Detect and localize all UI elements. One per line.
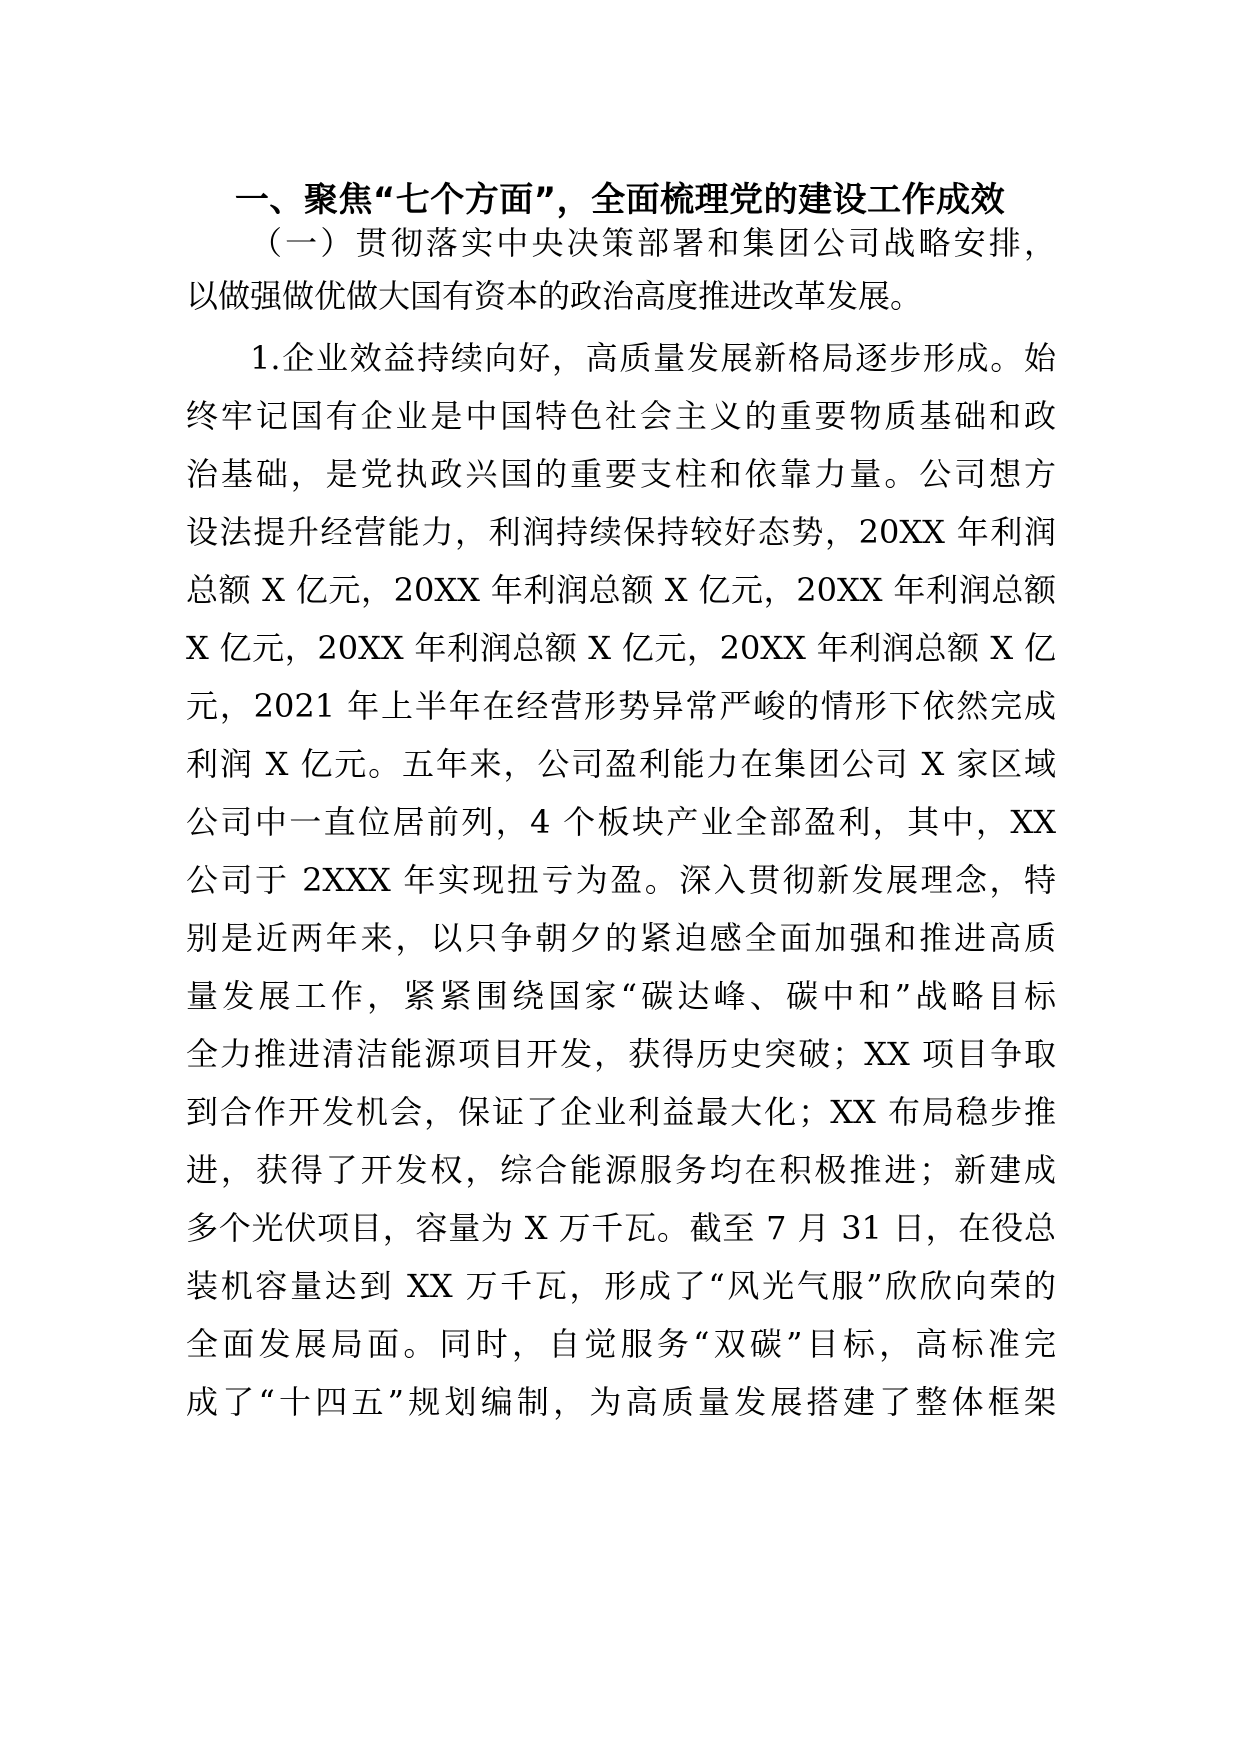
body-line: 装机容量达到 XX 万千瓦，形成了“风光气服”欣欣向荣的 [186, 1267, 1056, 1305]
body-line: 量发展工作，紧紧围绕国家“碳达峰、碳中和”战略目标 [186, 977, 1056, 1015]
body-line: 总额 X 亿元，20XX 年利润总额 X 亿元，20XX 年利润总额 [186, 571, 1056, 609]
body-line: X 亿元，20XX 年利润总额 X 亿元，20XX 年利润总额 X 亿 [186, 629, 1056, 667]
body-line: 进，获得了开发权，综合能源服务均在积极推进；新建成 [186, 1151, 1056, 1189]
section-heading: 一、聚焦“七个方面”，全面梳理党的建设工作成效 [234, 180, 1006, 220]
body-line: 设法提升经营能力，利润持续保持较好态势，20XX 年利润 [186, 513, 1056, 551]
body-line: 成了“十四五”规划编制，为高质量发展搭建了整体框架 [186, 1383, 1056, 1421]
body-line: 全面发展局面。同时，自觉服务“双碳”目标，高标准完 [186, 1325, 1056, 1363]
body-line: 别是近两年来，以只争朝夕的紧迫感全面加强和推进高质 [186, 919, 1056, 957]
body-line: 多个光伏项目，容量为 X 万千瓦。截至 7 月 31 日，在役总 [186, 1209, 1056, 1247]
body-line: 1.企业效益持续向好，高质量发展新格局逐步形成。始 [250, 339, 1056, 377]
body-line: 元，2021 年上半年在经营形势异常严峻的情形下依然完成 [186, 687, 1056, 725]
body-line: 利润 X 亿元。五年来，公司盈利能力在集团公司 X 家区域 [186, 745, 1056, 783]
body-line: 公司中一直位居前列，4 个板块产业全部盈利，其中，XX [186, 803, 1056, 841]
body-line: 全力推进清洁能源项目开发，获得历史突破；XX 项目争取 [186, 1035, 1056, 1073]
body-line: 到合作开发机会，保证了企业利益最大化；XX 布局稳步推 [186, 1093, 1056, 1131]
body-line: 治基础，是党执政兴国的重要支柱和依靠力量。公司想方 [186, 455, 1056, 493]
body-line: 终牢记国有企业是中国特色社会主义的重要物质基础和政 [186, 397, 1056, 435]
body-line: 公司于 2XXX 年实现扭亏为盈。深入贯彻新发展理念，特 [186, 861, 1056, 899]
subheading-line: 以做强做优做大国有资本的政治高度推进改革发展。 [186, 277, 923, 315]
subheading-line: （一）贯彻落实中央决策部署和集团公司战略安排， [250, 224, 1056, 262]
